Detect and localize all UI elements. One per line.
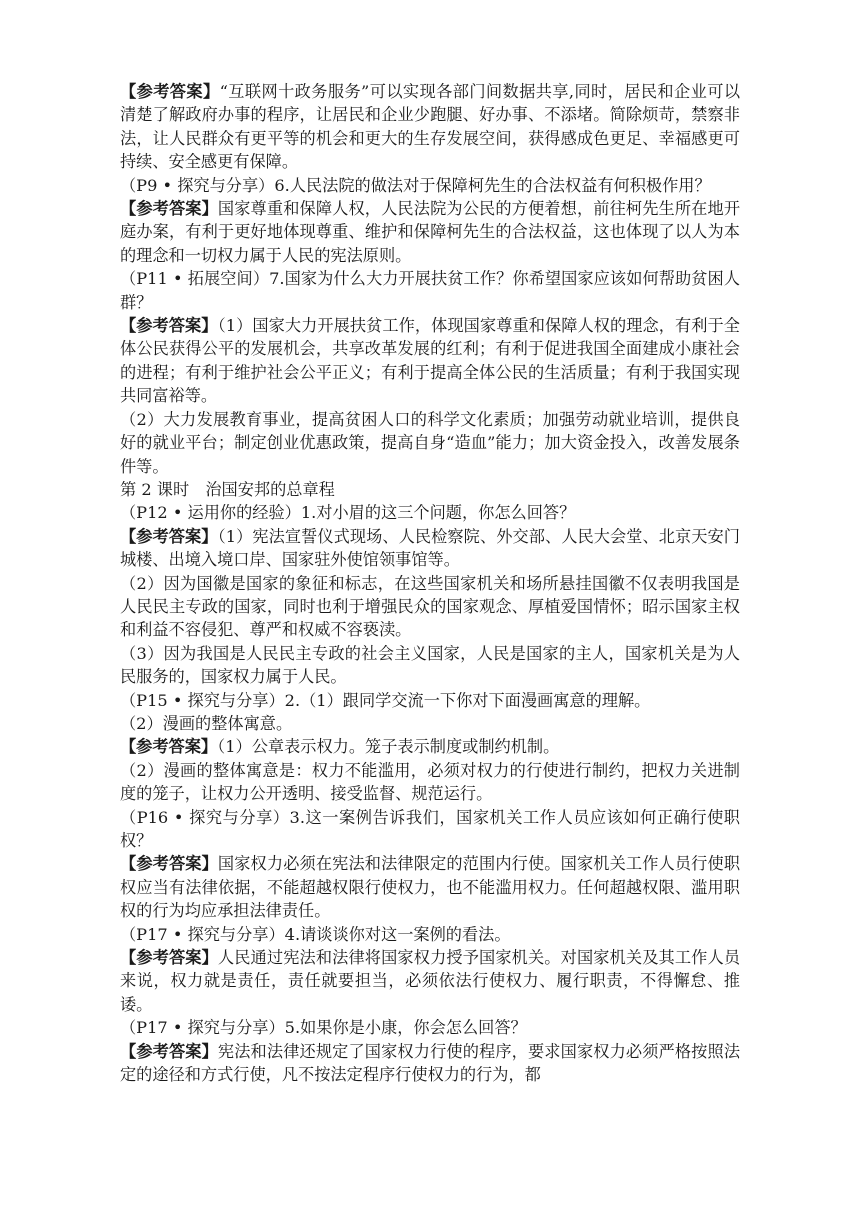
paragraph-text: “互联网十政务服务”可以实现各部门间数据共享,同时，居民和企业可以清楚了解政府办事的程序，让居民和企业少跑腿、好办事、不添堵。简除烦苛，禁察非法，让人民群众有更平等的机会和更大的生存发展空间，获得感成色更足、幸福感更可持续、安全感更有保障。 [120, 82, 741, 172]
answer-continuation [120, 759, 740, 806]
question-paragraph [120, 923, 740, 946]
paragraph-text: （2）因为国徽是国家的象征和标志，在这些国家机关和场所悬挂国徽不仅表明我国是人民民主专政的国家，同时也利于增强民众的国家观念、厚植爱国情怀；昭示国家主权和利益不容侵犯、尊严和权威不容亵渎。 [120, 573, 740, 640]
answer-paragraph [120, 1040, 740, 1087]
paragraph-text: （P16 • 探究与分享）3.这一案例告诉我们，国家机关工作人员应该如何正确行使职权？ [120, 807, 740, 850]
answer-paragraph [120, 314, 740, 408]
question-paragraph [120, 806, 740, 853]
answer-paragraph [120, 197, 740, 267]
document-page [120, 80, 740, 1086]
question-paragraph [120, 267, 740, 314]
answer-paragraph [120, 946, 740, 1016]
heading-text: 第 2 课时 治国安邦的总章程 [120, 479, 335, 499]
paragraph-text: （1）国家大力开展扶贫工作，体现国家尊重和保障人权的理念，有利于全体公民获得公平的发展机会，共享改革发展的红利；有利于促进我国全面建成小康社会的进程；有利于维护社会公平正义；有利于提高全体公民的生活质量；有利于我国实现共同富裕等。 [120, 316, 740, 406]
paragraph-text: （P15 • 探究与分享）2.（1）跟同学交流一下你对下面漫画寓意的理解。 [120, 690, 651, 710]
paragraph-text: （2）大力发展教育事业，提高贫困人口的科学文化素质；加强劳动就业培训，提供良好的就业平台；制定创业优惠政策，提高自身“造血”能力；加大资金投入，改善发展条件等。 [120, 409, 740, 476]
paragraph-text: （2）漫画的整体寓意是：权力不能滥用，必须对权力的行使进行制约，把权力关进制度的笼子，让权力公开透明、接受监督、规范运行。 [120, 760, 740, 804]
paragraph-text: （P17 • 探究与分享）5.如果你是小康，你会怎么回答？ [120, 1018, 527, 1038]
paragraph-text: （3）因为我国是人民民主专政的社会主义国家，人民是国家的主人，国家机关是为人民服务的，国家权力属于人民。 [120, 643, 740, 687]
paragraph-text: 国家权力必须在宪法和法律限定的范围内行使。国家机关工作人员行使职权应当有法律依据，不能超越权限行使权力，也不能滥用权力。任何超越权限、滥用职权的行为均应承担法律责任。 [120, 854, 741, 921]
paragraph-text: （P12 • 运用你的经验）1.对小眉的这三个问题，你怎么回答？ [120, 503, 576, 523]
answer-label: 【参考答案】 [120, 737, 218, 757]
question-paragraph [120, 1016, 740, 1039]
paragraph-text: （P9 • 探究与分享）6.人民法院的做法对于保障柯先生的合法权益有何积极作用？ [120, 175, 711, 195]
answer-continuation [120, 572, 740, 642]
paragraph-text: （1）宪法宣誓仪式现场、人民检察院、外交部、人民大会堂、北京天安门城楼、出境入境口岸、国家驻外使馆领事馆等。 [120, 526, 740, 570]
answer-continuation [120, 408, 740, 478]
paragraph-text: 宪法和法律还规定了国家权力行使的程序，要求国家权力必须严格按照法定的途径和方式行使，凡不按法定程序行使权力的行为，都 [120, 1041, 741, 1085]
question-paragraph [120, 174, 740, 197]
answer-paragraph [120, 735, 740, 758]
answer-continuation [120, 642, 740, 689]
paragraph-text: 人民通过宪法和法律将国家权力授予国家机关。对国家机关及其工作人员来说，权力就是责任，责任就要担当，必须依法行使权力、履行职责，不得懈怠、推诿。 [120, 948, 741, 1014]
answer-label: 【参考答案】 [120, 526, 218, 546]
question-paragraph [120, 689, 740, 712]
answer-label: 【参考答案】 [120, 199, 218, 219]
paragraph-text: （P11 • 拓展空间）7.国家为什么大力开展扶贫工作？你希望国家应该如何帮助贫困人群？ [120, 269, 740, 312]
answer-label: 【参考答案】 [120, 948, 218, 968]
answer-paragraph [120, 852, 740, 922]
paragraph-text: （1）公章表示权力。笼子表示制度或制约机制。 [217, 737, 560, 757]
section-heading [120, 478, 740, 501]
answer-label: 【参考答案】 [120, 316, 218, 336]
question-paragraph [120, 501, 740, 524]
answer-label: 【参考答案】 [120, 854, 218, 874]
answer-label: 【参考答案】 [120, 82, 220, 101]
paragraph-text: （2）漫画的整体寓意。 [120, 713, 293, 733]
answer-paragraph [120, 525, 740, 572]
answer-label: 【参考答案】 [120, 1041, 218, 1061]
answer-paragraph [120, 80, 740, 174]
paragraph-text: （P17 • 探究与分享）4.请谈谈你对这一案例的看法。 [120, 924, 511, 944]
paragraph-text: 国家尊重和保障人权，人民法院为公民的方便着想，前往柯先生所在地开庭办案，有利于更好地体现尊重、维护和保障柯先生的合法权益，这也体现了以人为本的理念和一切权力属于人民的宪法原则。 [120, 199, 741, 265]
question-paragraph [120, 712, 740, 735]
